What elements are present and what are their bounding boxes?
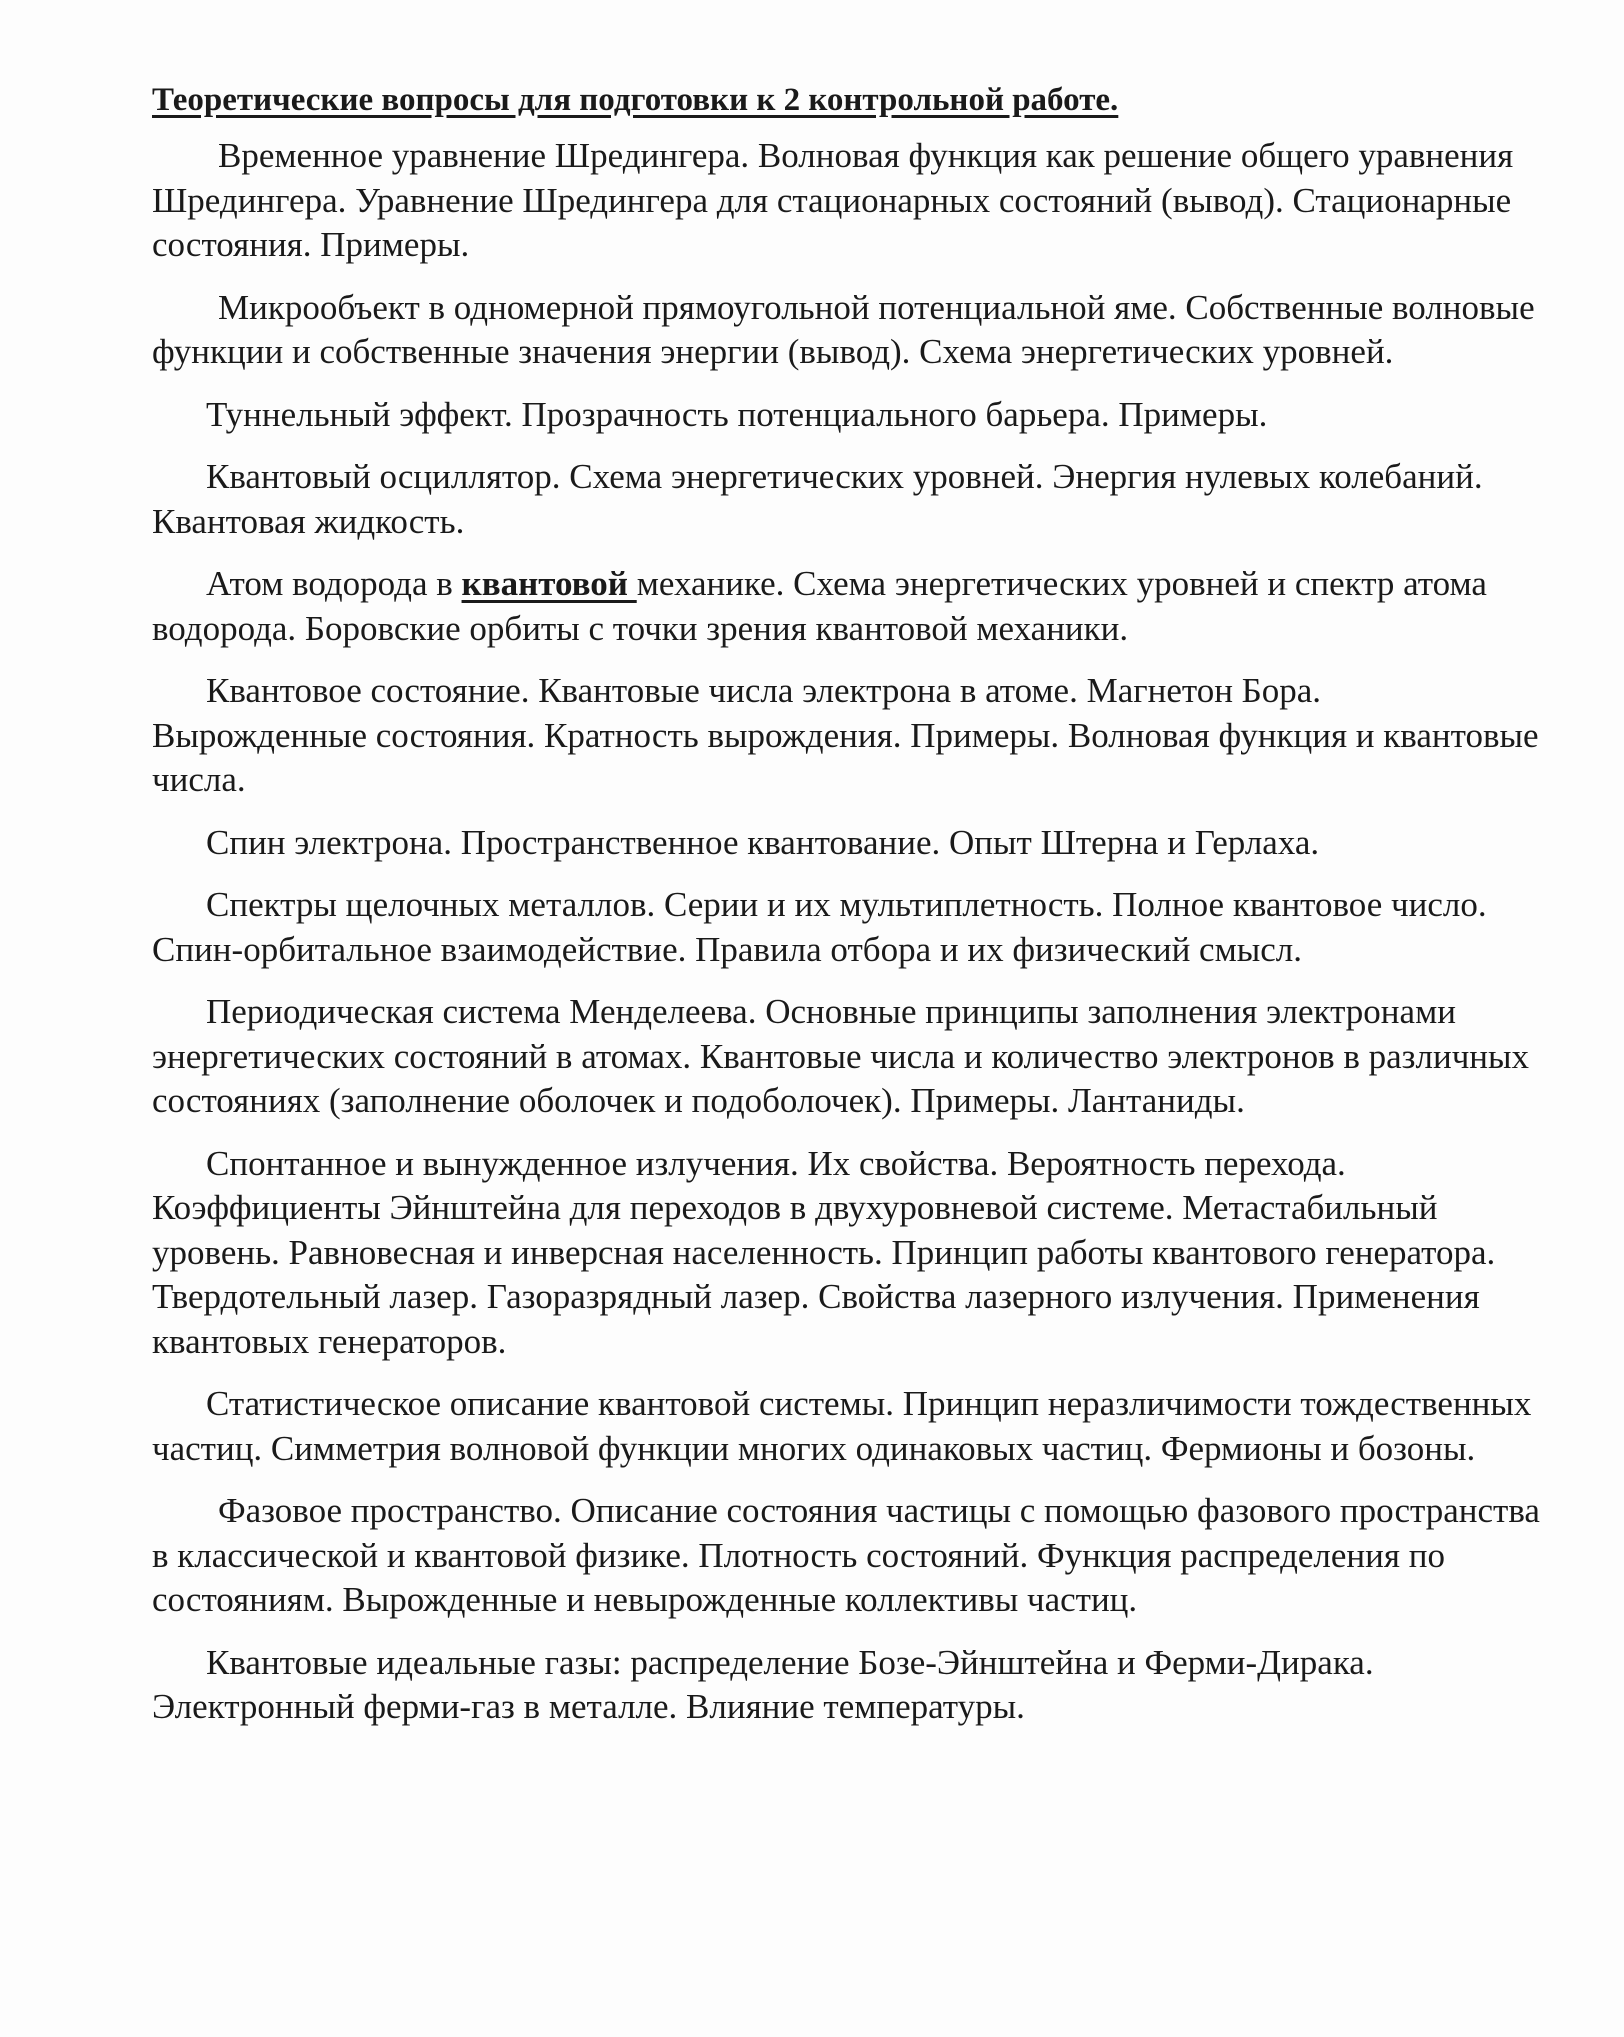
question-paragraph-10: Спонтанное и вынужденное излучения. Их свойства. Вероятность перехода. Коэффициенты Эйнштейна для переходов в двухуровневой системе. Метастабильный уровень. Равновесная и инверсная населенность. Принцип работы квантового генератора. Твердотельный лазер. Газоразрядный лазер. Свойства лазерного излучения. Применения квантовых генераторов.	[152, 1143, 1496, 1361]
question-paragraph-1: Временное уравнение Шредингера. Волновая функция как решение общего уравнения Шредингера. Уравнение Шредингера для стационарных состояний (вывод). Стационарные состояния. Примеры.	[152, 136, 1514, 264]
document-title: Теоретические вопросы для подготовки к 2 контрольной работе.	[152, 82, 1119, 118]
question-paragraph-11: Статистическое описание квантовой системы. Принцип неразличимости тождественных частиц. Симметрия волновой функции многих одинаковых частиц. Фермионы и бозоны.	[152, 1384, 1532, 1468]
question-paragraph-12: Фазовое пространство. Описание состояния частицы с помощью фазового пространства в классической и квантовой физике. Плотность состояний. Функция распределения по состояниям. Вырожденные и невырожденные коллективы частиц.	[152, 1491, 1540, 1619]
question-paragraph-5	[152, 562, 1542, 651]
question-paragraph-13: Квантовые идеальные газы: распределение Бозе-Эйнштейна и Ферми-Дирака. Электронный ферми-газ в металле. Влияние температуры.	[152, 1642, 1374, 1726]
question-paragraph-4: Квантовый осциллятор. Схема энергетических уровней. Энергия нулевых колебаний. Квантовая жидкость.	[152, 457, 1483, 541]
document-body	[152, 78, 1542, 1748]
question-paragraph-8: Спектры щелочных металлов. Серии и их мультиплетность. Полное квантовое число. Спин-орбитальное взаимодействие. Правила отбора и их физический смысл.	[152, 885, 1487, 969]
paragraph-5-emphasis: квантовой	[461, 564, 637, 603]
question-paragraph-6: Квантовое состояние. Квантовые числа электрона в атоме. Магнетон Бора. Вырожденные состояния. Кратность вырождения. Примеры. Волновая функция и квантовые числа.	[152, 671, 1539, 799]
paragraph-5-text-before: Атом водорода в	[206, 564, 462, 603]
question-paragraph-9: Периодическая система Менделеева. Основные принципы заполнения электронами энергетических состояний в атомах. Квантовые числа и количество электронов в различных состояниях (заполнение оболочек и подоболочек). Примеры. Лантаниды.	[152, 992, 1530, 1120]
question-paragraph-7: Спин электрона. Пространственное квантование. Опыт Штерна и Герлаха.	[206, 822, 1320, 862]
question-paragraph-2: Микрообъект в одномерной прямоугольной потенциальной яме. Собственные волновые функции и собственные значения энергии (вывод). Схема энергетических уровней.	[152, 287, 1535, 371]
paragraph-5-text-after: механике. Схема энергетических уровней и спектр атома водорода. Боровские орбиты с точки зрения квантовой механики.	[152, 564, 1487, 648]
question-paragraph-3: Туннельный эффект. Прозрачность потенциального барьера. Примеры.	[206, 394, 1268, 434]
